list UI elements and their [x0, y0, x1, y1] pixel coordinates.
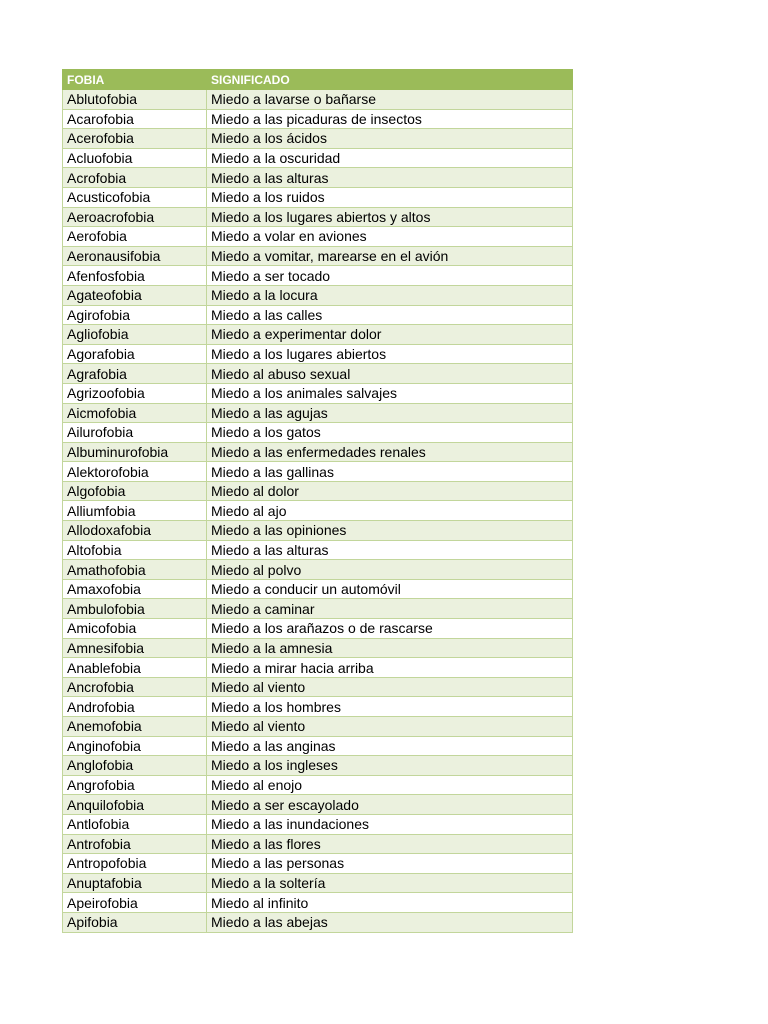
phobia-name-cell: Algofobia: [63, 481, 207, 501]
table-row: [63, 462, 573, 482]
table-row: [63, 677, 573, 697]
phobia-name-cell: Agrizoofobia: [63, 383, 207, 403]
phobia-name-cell: Anginofobia: [63, 736, 207, 756]
phobia-meaning-cell: Miedo a conducir un automóvil: [207, 579, 573, 599]
table-row: [63, 638, 573, 658]
phobia-meaning-cell: Miedo a las abejas: [207, 912, 573, 932]
phobia-name-cell: Acerofobia: [63, 129, 207, 149]
table-row: [63, 756, 573, 776]
phobia-name-cell: Anablefobia: [63, 658, 207, 678]
phobia-meaning-cell: Miedo a las picaduras de insectos: [207, 109, 573, 129]
table-row: [63, 854, 573, 874]
table-row: [63, 736, 573, 756]
phobia-name-cell: Ancrofobia: [63, 677, 207, 697]
phobia-name-cell: Apeirofobia: [63, 893, 207, 913]
phobia-meaning-cell: Miedo a las inundaciones: [207, 814, 573, 834]
phobia-meaning-cell: Miedo a las enfermedades renales: [207, 442, 573, 462]
phobia-name-cell: Agorafobia: [63, 344, 207, 364]
phobia-meaning-cell: Miedo a las calles: [207, 305, 573, 325]
phobia-name-cell: Agirofobia: [63, 305, 207, 325]
phobia-name-cell: Acusticofobia: [63, 187, 207, 207]
phobia-name-cell: Apifobia: [63, 912, 207, 932]
phobia-meaning-cell: Miedo a ser escayolado: [207, 795, 573, 815]
phobia-name-cell: Agliofobia: [63, 325, 207, 345]
table-row: [63, 187, 573, 207]
phobia-name-cell: Agrafobia: [63, 364, 207, 384]
phobia-meaning-cell: Miedo al enojo: [207, 775, 573, 795]
table-body: [63, 90, 573, 933]
table-row: [63, 540, 573, 560]
table-row: [63, 325, 573, 345]
phobia-meaning-cell: Miedo a los animales salvajes: [207, 383, 573, 403]
phobia-meaning-cell: Miedo a los ácidos: [207, 129, 573, 149]
phobia-meaning-cell: Miedo al polvo: [207, 560, 573, 580]
phobia-meaning-cell: Miedo a lavarse o bañarse: [207, 90, 573, 110]
table-row: [63, 442, 573, 462]
phobia-name-cell: Alliumfobia: [63, 501, 207, 521]
table-row: [63, 148, 573, 168]
phobia-name-cell: Albuminurofobia: [63, 442, 207, 462]
table-row: [63, 873, 573, 893]
table-row: [63, 717, 573, 737]
phobia-meaning-cell: Miedo a caminar: [207, 599, 573, 619]
phobia-name-cell: Acluofobia: [63, 148, 207, 168]
phobia-name-cell: Amicofobia: [63, 619, 207, 639]
phobia-name-cell: Acrofobia: [63, 168, 207, 188]
phobia-meaning-cell: Miedo a volar en aviones: [207, 227, 573, 247]
phobia-name-cell: Antropofobia: [63, 854, 207, 874]
table-row: [63, 795, 573, 815]
phobia-name-cell: Anglofobia: [63, 756, 207, 776]
phobia-meaning-cell: Miedo a las personas: [207, 854, 573, 874]
table-row: [63, 168, 573, 188]
phobia-meaning-cell: Miedo al infinito: [207, 893, 573, 913]
phobia-name-cell: Aicmofobia: [63, 403, 207, 423]
table-header: [63, 70, 573, 90]
phobia-name-cell: Aeroacrofobia: [63, 207, 207, 227]
table-row: [63, 775, 573, 795]
phobia-name-cell: Anquilofobia: [63, 795, 207, 815]
table-row: [63, 697, 573, 717]
column-header-fobia: FOBIA: [63, 70, 207, 90]
table-row: [63, 834, 573, 854]
table-row: [63, 893, 573, 913]
phobia-meaning-cell: Miedo a ser tocado: [207, 266, 573, 286]
phobia-table: [62, 69, 573, 933]
phobia-meaning-cell: Miedo a vomitar, marearse en el avión: [207, 246, 573, 266]
phobia-name-cell: Agateofobia: [63, 285, 207, 305]
phobia-name-cell: Angrofobia: [63, 775, 207, 795]
phobia-name-cell: Antlofobia: [63, 814, 207, 834]
table-row: [63, 227, 573, 247]
table-row: [63, 423, 573, 443]
column-header-significado: SIGNIFICADO: [207, 70, 573, 90]
phobia-name-cell: Ablutofobia: [63, 90, 207, 110]
phobia-meaning-cell: Miedo a las gallinas: [207, 462, 573, 482]
table-row: [63, 364, 573, 384]
phobia-meaning-cell: Miedo al abuso sexual: [207, 364, 573, 384]
table-row: [63, 599, 573, 619]
phobia-name-cell: Ailurofobia: [63, 423, 207, 443]
phobia-meaning-cell: Miedo a las flores: [207, 834, 573, 854]
phobia-meaning-cell: Miedo a las agujas: [207, 403, 573, 423]
phobia-meaning-cell: Miedo a los ingleses: [207, 756, 573, 776]
table-row: [63, 619, 573, 639]
phobia-meaning-cell: Miedo a las alturas: [207, 168, 573, 188]
table-row: [63, 109, 573, 129]
phobia-name-cell: Androfobia: [63, 697, 207, 717]
phobia-meaning-cell: Miedo al viento: [207, 677, 573, 697]
phobia-meaning-cell: Miedo a las alturas: [207, 540, 573, 560]
table-row: [63, 246, 573, 266]
phobia-meaning-cell: Miedo a mirar hacia arriba: [207, 658, 573, 678]
phobia-meaning-cell: Miedo a las anginas: [207, 736, 573, 756]
phobia-meaning-cell: Miedo a los ruidos: [207, 187, 573, 207]
table-row: [63, 912, 573, 932]
phobia-meaning-cell: Miedo al ajo: [207, 501, 573, 521]
table-row: [63, 266, 573, 286]
phobia-name-cell: Aeronausifobia: [63, 246, 207, 266]
table-row: [63, 383, 573, 403]
phobia-name-cell: Afenfosfobia: [63, 266, 207, 286]
phobia-meaning-cell: Miedo a la amnesia: [207, 638, 573, 658]
phobia-name-cell: Anemofobia: [63, 717, 207, 737]
table-row: [63, 207, 573, 227]
phobia-name-cell: Allodoxafobia: [63, 521, 207, 541]
phobia-name-cell: Amathofobia: [63, 560, 207, 580]
phobia-meaning-cell: Miedo a los hombres: [207, 697, 573, 717]
table-row: [63, 501, 573, 521]
phobia-meaning-cell: Miedo a los arañazos o de rascarse: [207, 619, 573, 639]
phobia-name-cell: Anuptafobia: [63, 873, 207, 893]
phobia-meaning-cell: Miedo a la oscuridad: [207, 148, 573, 168]
table-row: [63, 129, 573, 149]
table-row: [63, 579, 573, 599]
phobia-meaning-cell: Miedo a la locura: [207, 285, 573, 305]
table-row: [63, 305, 573, 325]
table-row: [63, 344, 573, 364]
phobia-meaning-cell: Miedo a experimentar dolor: [207, 325, 573, 345]
table-row: [63, 90, 573, 110]
phobia-meaning-cell: Miedo al dolor: [207, 481, 573, 501]
table-row: [63, 521, 573, 541]
phobia-meaning-cell: Miedo a los lugares abiertos y altos: [207, 207, 573, 227]
table-row: [63, 658, 573, 678]
phobia-meaning-cell: Miedo a las opiniones: [207, 521, 573, 541]
phobia-name-cell: Ambulofobia: [63, 599, 207, 619]
phobia-name-cell: Alektorofobia: [63, 462, 207, 482]
phobia-name-cell: Amaxofobia: [63, 579, 207, 599]
phobia-name-cell: Antrofobia: [63, 834, 207, 854]
phobia-meaning-cell: Miedo a los lugares abiertos: [207, 344, 573, 364]
phobia-meaning-cell: Miedo a los gatos: [207, 423, 573, 443]
phobia-meaning-cell: Miedo al viento: [207, 717, 573, 737]
phobia-meaning-cell: Miedo a la soltería: [207, 873, 573, 893]
table-row: [63, 560, 573, 580]
phobia-name-cell: Aerofobia: [63, 227, 207, 247]
table-row: [63, 481, 573, 501]
phobia-name-cell: Amnesifobia: [63, 638, 207, 658]
phobia-name-cell: Acarofobia: [63, 109, 207, 129]
phobia-name-cell: Altofobia: [63, 540, 207, 560]
table-row: [63, 285, 573, 305]
table-row: [63, 814, 573, 834]
header-row: [63, 70, 573, 90]
table-row: [63, 403, 573, 423]
